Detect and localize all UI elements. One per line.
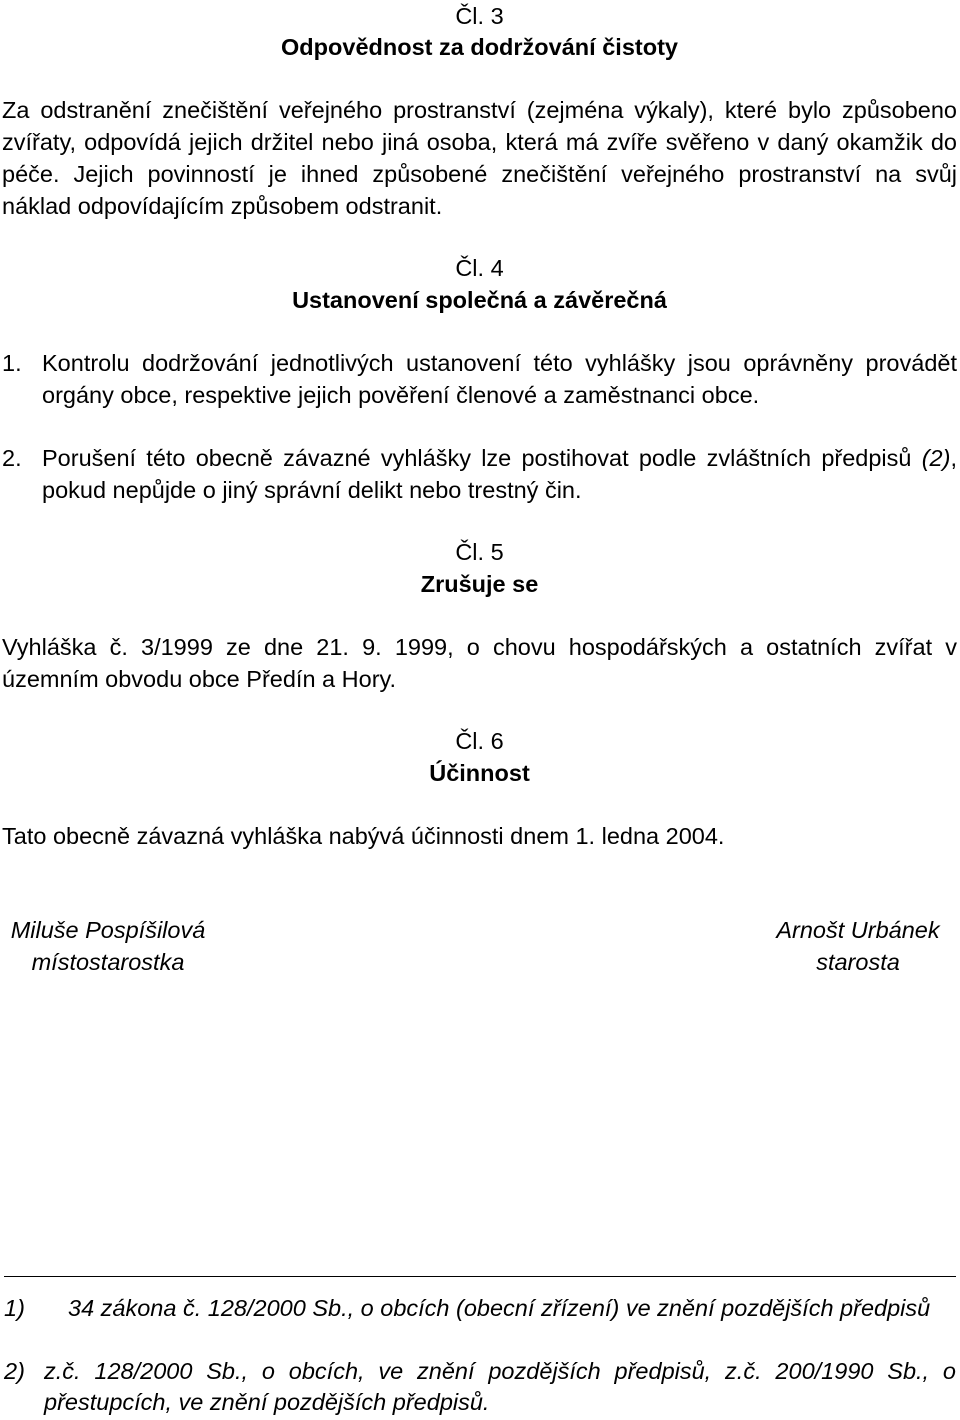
signature-name: Arnošt Urbánek: [776, 917, 940, 943]
article-4-item-1: [2, 347, 957, 411]
item-text-continued: , pokud nepůjde o jiný správní delikt nebo trestný čin.: [42, 445, 957, 503]
article-3-title: Odpovědnost za dodržování čistoty: [281, 34, 678, 60]
footnote-reference: (2): [921, 445, 951, 471]
footnote-2: [4, 1356, 956, 1418]
footnote-text: z.č. 128/2000 Sb., o obcích, ve znění pozdějších předpisů, z.č. 200/1990 Sb., o přestupcích, ve znění pozdějších předpisů.: [44, 1358, 956, 1415]
footnote-number: 1): [4, 1295, 25, 1321]
item-number: 1.: [2, 350, 22, 376]
item-text: Porušení této obecně závazné vyhlášky lze postihovat podle zvláštních předpisů: [42, 445, 912, 471]
signature-role: starosta: [816, 949, 900, 975]
footnote-divider: [4, 1276, 956, 1277]
footnote-1: [4, 1293, 956, 1324]
footnote-text: 34 zákona č. 128/2000 Sb., o obcích (obecní zřízení) ve znění pozdějších předpisů: [68, 1295, 931, 1321]
item-text-wrapper: [42, 442, 957, 506]
article-5-heading: Čl. 5: [455, 539, 504, 565]
article-6-heading: Čl. 6: [455, 728, 504, 754]
item-text: Kontrolu dodržování jednotlivých ustanovení této vyhlášky jsou oprávněny provádět orgány obce, respektive jejich pověření členové a zaměstnanci obce.: [42, 350, 957, 408]
article-3-paragraph: Za odstranění znečištění veřejného prostranství (zejména výkaly), které bylo způsobeno zvířaty, odpovídá jejich držitel nebo jiná osoba, která má zvíře svěřeno v daný okamžik do péče. Jejich povinností je ihned způsobené znečištění veřejného prostranství na svůj náklad odpovídajícím způsobem odstranit.: [2, 97, 957, 219]
article-6-paragraph: Tato obecně závazná vyhláška nabývá účinnosti dnem 1. ledna 2004.: [2, 823, 725, 849]
article-5-paragraph: Vyhláška č. 3/1999 ze dne 21. 9. 1999, o chovu hospodářských a ostatních zvířat v územním obvodu obce Předín a Hory.: [2, 634, 957, 692]
article-4-title: Ustanovení společná a závěrečná: [292, 287, 667, 313]
article-5-title: Zrušuje se: [420, 571, 539, 597]
signature-right: [766, 914, 950, 978]
footnote-number: 2): [4, 1358, 25, 1384]
article-3-heading: Čl. 3: [455, 3, 504, 29]
signature-role: místostarostka: [31, 949, 185, 975]
signature-name: Miluše Pospíšilová: [10, 917, 206, 943]
item-number: 2.: [2, 445, 22, 471]
article-4-item-2: [2, 442, 957, 506]
article-4-heading: Čl. 4: [455, 255, 504, 281]
article-6-title: Účinnost: [429, 760, 530, 786]
signature-left: [2, 914, 214, 978]
